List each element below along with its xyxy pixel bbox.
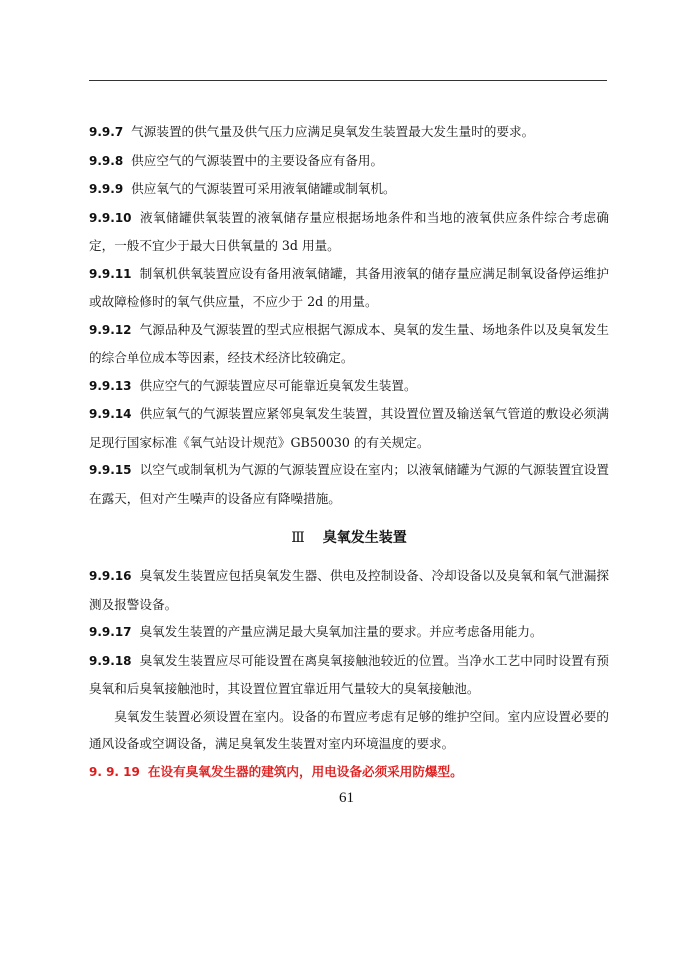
clause-number: 9.9.7 [89,125,124,139]
clause-text: 液氧储罐供氧装置的液氧储存量应根据场地条件和当地的液氧供应条件综合考虑确定，一般不宜少于最大日供氧量的 3d 用量。 [89,209,609,253]
clause-9-9-7 [89,118,609,147]
clause-text: 臭氧发生装置应尽可能设置在离臭氧接触池较近的位置。当净水工艺中同时设置有预臭氧和后臭氧接触池时，其设置位置宜靠近用气量较大的臭氧接触池。 [89,652,609,696]
clause-text: 臭氧发生装置应包括臭氧发生器、供电及控制设备、冷却设备以及臭氧和氧气泄漏探测及报警设备。 [89,568,609,612]
clause-number: 9.9.17 [89,625,132,639]
header-rule [89,80,607,81]
clause-number: 9.9.14 [89,407,132,421]
clause-number: 9.9.8 [89,153,124,168]
clause-number: 9. 9. 19 [89,764,140,779]
clause-text: 气源装置的供气量及供气压力应满足臭氧发生装置最大发生量时的要求。 [131,124,535,139]
clause-9-9-17 [89,618,609,647]
section-roman-numeral: Ⅲ [291,530,305,546]
clause-number: 9.9.11 [89,266,132,281]
page-number: 61 [339,790,354,806]
clause-number: 9.9.9 [89,182,124,196]
clause-text: 供应空气的气源装置应尽可能靠近臭氧发生装置。 [139,377,417,393]
clause-text: 制氧机供氧装置应设有备用液氧储罐，其备用液氧的储存量应满足制氧设备停运维护或故障检修时的氧气供应量，不应少于 2d 的用量。 [89,265,609,309]
clause-number: 9.9.18 [89,653,132,668]
clause-9-9-14 [89,400,609,456]
clause-number: 9.9.15 [89,463,132,477]
clause-text: 气源品种及气源装置的型式应根据气源成本、臭氧的发生量、场地条件以及臭氧发生的综合单位成本等因素，经技术经济比较确定。 [89,321,609,365]
mandatory-clause-9-9-19 [89,758,609,787]
clause-number: 9.9.13 [89,378,132,393]
clause-9-9-18 [89,647,609,703]
clause-9-9-13 [89,372,609,401]
clause-text: 以空气或制氧机为气源的气源装置应设在室内；以液氧储罐为气源的气源装置宜设置在露天，但对产生噪声的设备应有降噪措施。 [89,462,609,506]
explanatory-paragraph: 臭氧发生装置必须设置在室内。设备的布置应考虑有足够的维护空间。室内应设置必要的通风设备或空调设备，满足臭氧发生装置对室内环境温度的要求。 [89,708,609,751]
clause-number: 9.9.12 [89,322,132,337]
clause-number: 9.9.16 [89,569,132,583]
section-heading [89,526,609,550]
clause-9-9-12 [89,316,609,372]
clause-9-9-9 [89,175,609,204]
section-title: 臭氧发生装置 [322,530,407,546]
clause-text: 臭氧发生装置的产量应满足最大臭氧加注量的要求。并应考虑备用能力。 [139,624,543,639]
clause-9-9-11 [89,260,609,316]
page-content [89,118,609,786]
clause-9-9-16 [89,562,609,618]
clause-text: 供应空气的气源装置中的主要设备应有备用。 [131,152,384,168]
clause-text: 供应氧气的气源装置可采用液氧储罐或制氧机。 [131,181,396,196]
clause-9-9-15 [89,456,609,512]
clause-number: 9.9.10 [89,210,132,225]
clause-text: 供应氧气的气源装置应紧邻臭氧发生装置，其设置位置及输送氧气管道的敷设必须满足现行国家标准《氧气站设计规范》GB50030 的有关规定。 [89,406,609,450]
clause-text: 在设有臭氧发生器的建筑内，用电设备必须采用防爆型。 [147,763,463,779]
clause-9-9-8 [89,147,609,176]
clause-9-9-10 [89,204,609,260]
